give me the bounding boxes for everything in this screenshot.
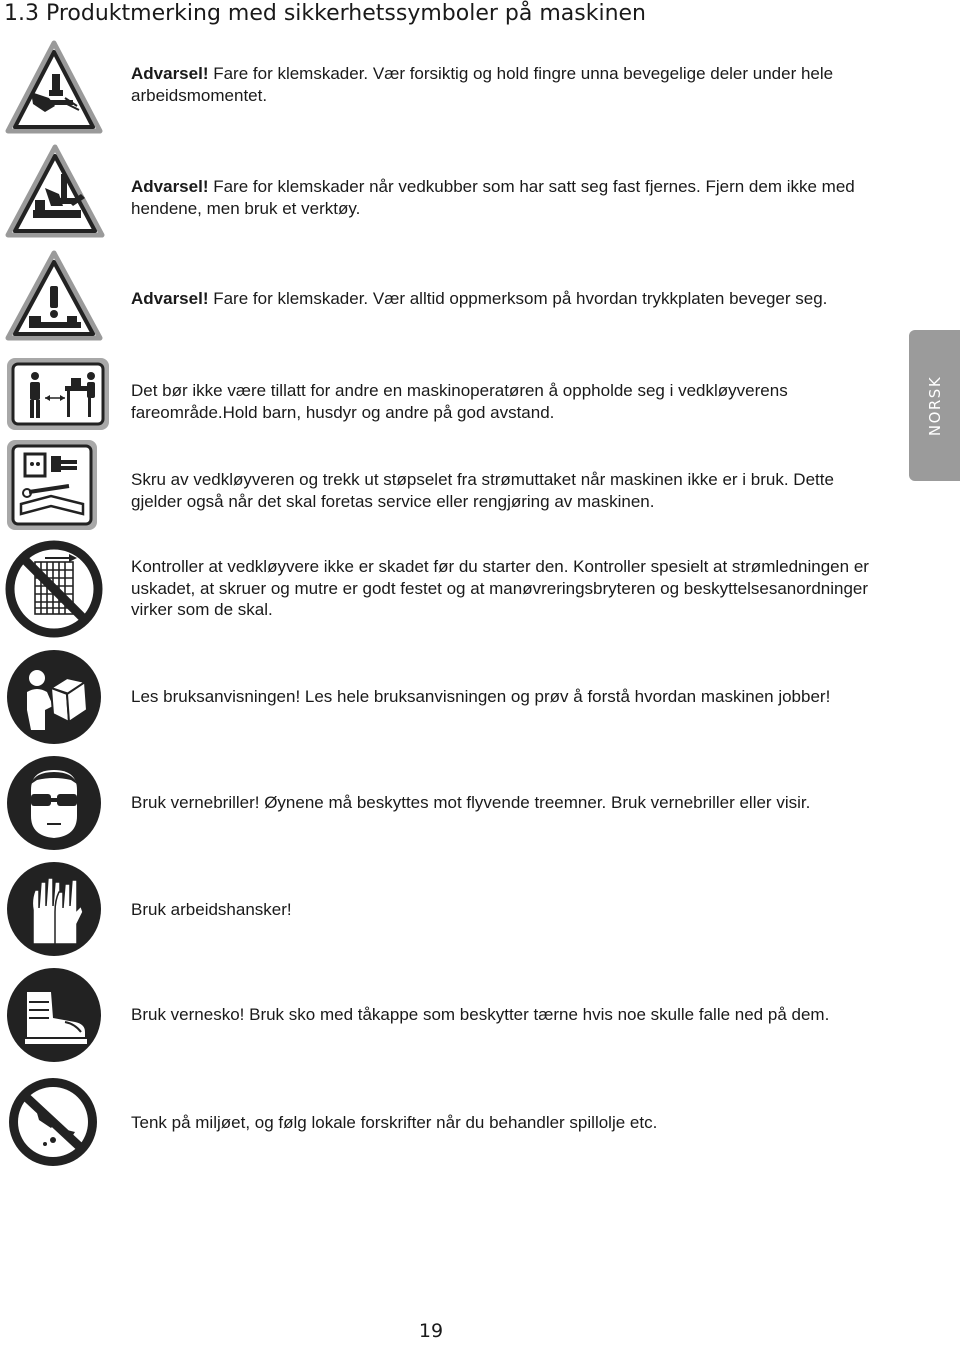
symbol-text (131, 63, 871, 106)
symbol-description: Fare for klemskader når vedkubber som har satt seg fast fjernes. Fjern dem ikke med hendene, men bruk et verktøy. (131, 177, 855, 218)
symbol-text (131, 176, 871, 219)
language-tab (909, 330, 960, 481)
symbol-row (0, 1072, 900, 1172)
symbol-description: Skru av vedkløyveren og trekk ut støpselet fra strømuttaket når maskinen ikke er i bruk. Dette gjelder også når det skal foretas service eller rengjøring av maskinen. (131, 470, 834, 511)
read-manual-icon (5, 648, 103, 746)
symbol-text (131, 1112, 871, 1134)
pressure-plate-warning-icon (5, 250, 103, 342)
symbol-text (131, 1004, 871, 1026)
symbol-description: Bruk arbeidshansker! (131, 900, 292, 919)
symbol-row (0, 248, 900, 348)
symbol-row (0, 754, 900, 854)
symbol-row (0, 356, 900, 432)
symbol-description: Fare for klemskader. Vær forsiktig og hold fingre unna bevegelige deler under hele arbeidsmomentet. (131, 64, 834, 105)
symbol-description: Fare for klemskader. Vær alltid oppmerksom på hvordan trykkplaten beveger seg. (208, 289, 828, 308)
symbol-description: Det bør ikke være tillatt for andre en maskinoperatøren å oppholde seg i vedkløyverens fareområde.Hold barn, husdyr og andre på god avstand. (131, 381, 788, 422)
no-damaged-machine-icon (5, 540, 103, 638)
keep-distance-icon (5, 356, 111, 432)
safety-goggles-icon (5, 754, 103, 852)
symbol-row (0, 540, 900, 640)
symbol-text (131, 899, 871, 921)
language-tab-label: NORSK (925, 375, 944, 436)
symbol-description: Kontroller at vedkløyvere ikke er skadet før du starter den. Kontroller spesielt at strømledningen er uskadet, at skruer og mutre er godt festet og at manøvreringsbryteren og beskyttelsesanordninger virker som de skal. (131, 557, 869, 619)
work-gloves-icon (5, 860, 103, 958)
symbol-text (131, 556, 871, 621)
warning-lead: Advarsel! (131, 289, 209, 308)
no-oil-dumping-icon (5, 1076, 101, 1168)
warning-lead: Advarsel! (131, 64, 209, 83)
warning-lead: Advarsel! (131, 177, 209, 196)
symbol-row (0, 966, 900, 1066)
symbol-description: Les bruksanvisningen! Les hele bruksanvisningen og prøv å forstå hvordan maskinen jobber! (131, 687, 831, 706)
symbol-description: Bruk vernebriller! Øynene må beskyttes mot flyvende treemner. Bruk vernebriller eller visir. (131, 793, 811, 812)
stuck-log-warning-icon (5, 144, 105, 239)
symbol-row (0, 38, 900, 138)
symbol-description: Tenk på miljøet, og følg lokale forskrifter når du behandler spillolje etc. (131, 1113, 658, 1132)
symbol-text (131, 288, 871, 310)
symbol-text (131, 380, 871, 423)
symbol-text (131, 792, 871, 814)
symbol-row (0, 860, 900, 960)
safety-boots-icon (5, 966, 103, 1064)
symbol-description: Bruk vernesko! Bruk sko med tåkappe som beskytter tærne hvis noe skulle falle ned på dem. (131, 1005, 830, 1024)
symbol-text (131, 686, 871, 708)
symbol-row (0, 144, 900, 244)
symbol-row (0, 438, 900, 534)
symbol-row (0, 648, 900, 748)
hand-crush-warning-icon (5, 40, 103, 135)
symbol-text (131, 469, 871, 512)
page-number: 19 (418, 1320, 444, 1342)
page-title: 1.3 Produktmerking med sikkerhetssymboler på maskinen (4, 1, 646, 26)
unplug-before-service-icon (5, 438, 99, 532)
